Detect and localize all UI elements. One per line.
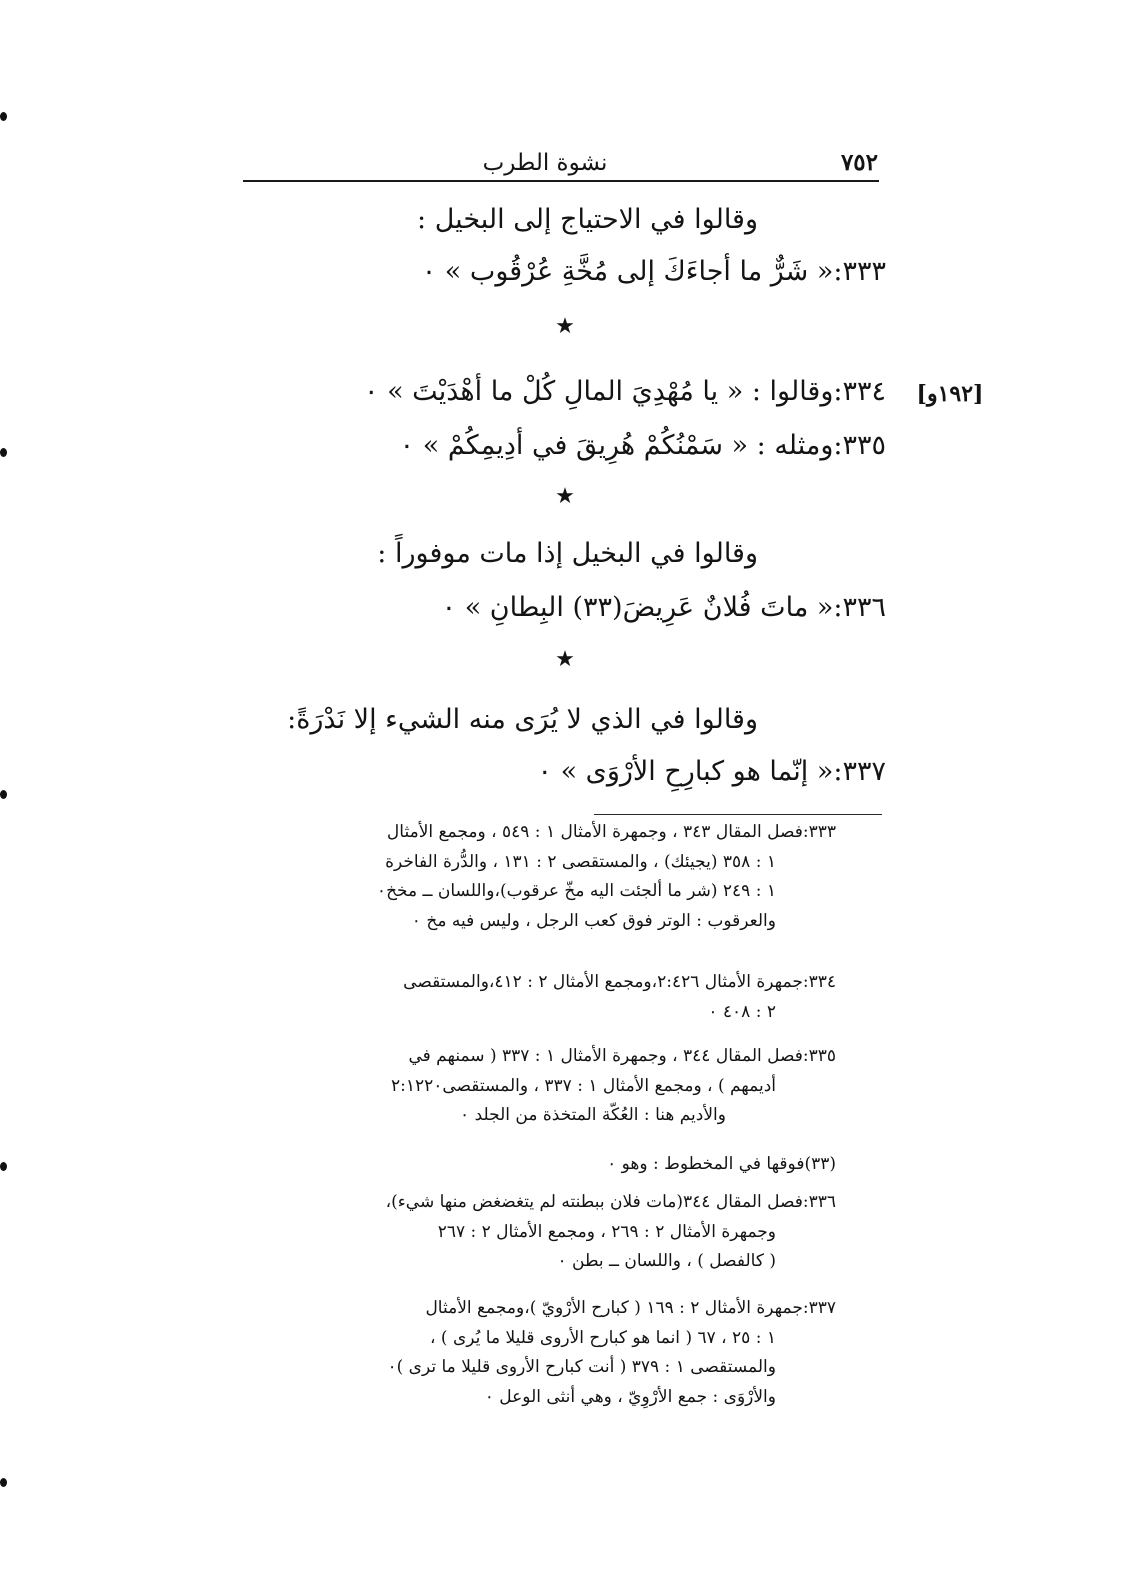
footnote-334: [244, 968, 836, 1027]
footnote-line: ٣٣٧:جمهرة الأمثال ٢ : ١٦٩ ( كبارح الأرْويّ )،ومجمع الأمثال: [425, 1298, 836, 1318]
footnote-337: [244, 1294, 836, 1412]
footnote-line: والأرْوَى : جمع الأرْوِيّ ، وهي أنثى الوعل ٠: [484, 1386, 776, 1407]
scan-speck: [0, 448, 7, 457]
footnote-line: أديمهم ) ، ومجمع الأمثال ١ : ٣٣٧ ، والمستقصى٢:١٢٢٠: [390, 1075, 776, 1096]
header-rule: [243, 180, 879, 182]
running-title: نشوة الطرب: [482, 150, 608, 176]
proverb-336: ٣٣٦:« ماتَ فُلانٌ عَرِيضَ(٣٣) البِطانِ » ٠: [441, 592, 886, 623]
section-intro-2: وقالوا في البخيل إذا مات موفوراً :: [377, 538, 758, 569]
section-divider-star: ★: [555, 484, 575, 509]
footnote-line: (٣٣)فوقها في المخطوط : وهو ٠: [607, 1154, 836, 1174]
footnote-line: والمستقصى ١ : ٣٧٩ ( أنت كبارح الأروى قليلا ما ترى )٠: [387, 1357, 776, 1377]
footnote-line: ٣٣٥:فصل المقال ٣٤٤ ، وجمهرة الأمثال ١ : ٣٣٧ ( سمنهم في: [408, 1046, 836, 1066]
scan-speck: [0, 1478, 7, 1487]
scan-speck: [0, 1162, 7, 1171]
footnote-line: والأديم هنا : العُكّة المتخذة من الجلد ٠: [460, 1105, 726, 1125]
footnote-line: ١ : ٢٤٩ (شر ما ألجئت اليه مخّ عرقوب)،واللسان ــ مخخ٠: [376, 881, 776, 901]
footnote-line: ١ : ٣٥٨ (يجيئك) ، والمستقصى ٢ : ١٣١ ، والدُّرة الفاخرة: [385, 851, 776, 872]
footnote-335: [244, 1042, 836, 1131]
footnote-line: ٣٣٦:فصل المقال ٣٤٤(مات فلان ببطنته لم يتغضغض منها شيء)،: [385, 1192, 836, 1212]
section-divider-star: ★: [555, 647, 575, 672]
section-divider-star: ★: [555, 314, 575, 339]
section-intro-3: وقالوا في الذي لا يُرَى منه الشيء إلا نَدْرَةً:: [287, 704, 758, 735]
section-intro-1: وقالوا في الاحتياج إلى البخيل :: [417, 204, 758, 235]
page-number: ٧٥٢: [840, 149, 878, 176]
footnote-line: وجمهرة الأمثال ٢ : ٢٦٩ ، ومجمع الأمثال ٢ : ٢٦٧: [437, 1221, 776, 1242]
proverb-334: ٣٣٤:وقالوا : « يا مُهْدِيَ المالِ كُلْ ما أهْدَيْتَ » ٠: [363, 376, 886, 407]
scan-speck: [0, 790, 7, 799]
scan-speck: [0, 112, 7, 121]
proverb-337: ٣٣٧:« إنّما هو كبارِحِ الأرْوَى » ٠: [537, 756, 886, 787]
manuscript-folio-reference: [١٩٢و]: [916, 381, 984, 407]
footnote-336: [244, 1188, 836, 1277]
footnote-line: ١ : ٢٥ ، ٦٧ ( انما هو كبارح الأروى قليلا ما يُرى ) ،: [430, 1327, 776, 1348]
proverb-335: ٣٣٥:ومثله : « سَمْنُكُمْ هُرِيقَ في أدِيمِكُمْ » ٠: [399, 430, 886, 461]
footnote-line: ( كالفصل ) ، واللسان ــ بطن ٠: [557, 1251, 776, 1271]
proverb-333: ٣٣٣:« شَرٌّ ما أجاءَكَ إلى مُخَّةِ عُرْقُوب » ٠: [421, 256, 886, 287]
footnote-line: والعرقوب : الوتر فوق كعب الرجل ، وليس فيه مخ ٠: [411, 910, 776, 931]
footnote-line: ٣٣٤:جمهرة الأمثال ٢:٤٢٦،ومجمع الأمثال ٢ : ٤١٢،والمستقصى: [403, 972, 836, 992]
footnote-rule: [594, 814, 882, 815]
footnote-333: [244, 818, 836, 936]
footnote-line: ٣٣٣:فصل المقال ٣٤٣ ، وجمهرة الأمثال ١ : ٥٤٩ ، ومجمع الأمثال: [386, 822, 836, 842]
footnote-33: [244, 1150, 836, 1180]
footnote-line: ٢ : ٤٠٨ ٠: [708, 1001, 776, 1022]
